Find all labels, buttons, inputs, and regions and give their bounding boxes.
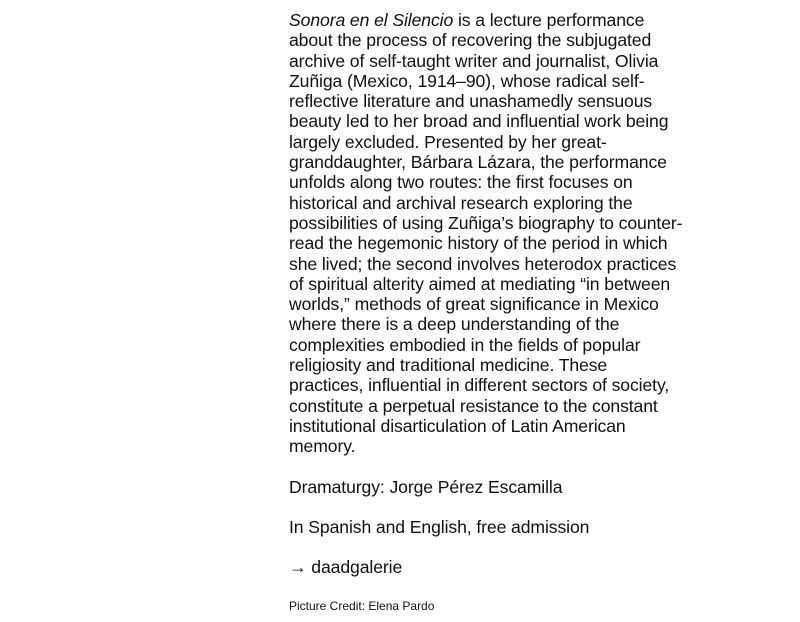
description-body: is a lecture performance about the process of recovering the subjugated archive of self-taught writer and journalist, Olivia Zuñiga (Mexico, 1914–90), whose radical self-reflective literature and unashamedly sensuous beauty led to her broad and influential work being largely excluded. Presented by her great-granddaughter, Bárbara Lázara, the performance unfolds along two routes: the first focuses on historical and archival research exploring the possibilities of using Zuñiga’s biography to counter-read the hegemonic history of the period in which she lived; the second involves heterodox practices of spiritual alterity aimed at mediating “in between worlds,” methods of great significance in Mexico where there is a deep understanding of the complexities embodied in the fields of popular religiosity and traditional medicine. These practices, influential in different sectors of society, constitute a perpetual resistance to the constant institutional disarticulation of Latin American memory. — [289, 10, 683, 457]
daadgalerie-link[interactable] — [289, 557, 402, 577]
performance-title: Sonora en el Silencio — [289, 10, 454, 30]
arrow-right-icon: → — [289, 557, 307, 578]
event-description-section — [289, 10, 685, 613]
picture-credit: Picture Credit: Elena Pardo — [289, 599, 435, 614]
link-row — [289, 557, 685, 577]
event-description — [289, 10, 685, 457]
dramaturgy-credit: Dramaturgy: Jorge Pérez Escamilla — [289, 476, 563, 497]
language-admission-note: In Spanish and English, free admission — [289, 516, 590, 537]
daadgalerie-link-label: daadgalerie — [311, 557, 403, 578]
